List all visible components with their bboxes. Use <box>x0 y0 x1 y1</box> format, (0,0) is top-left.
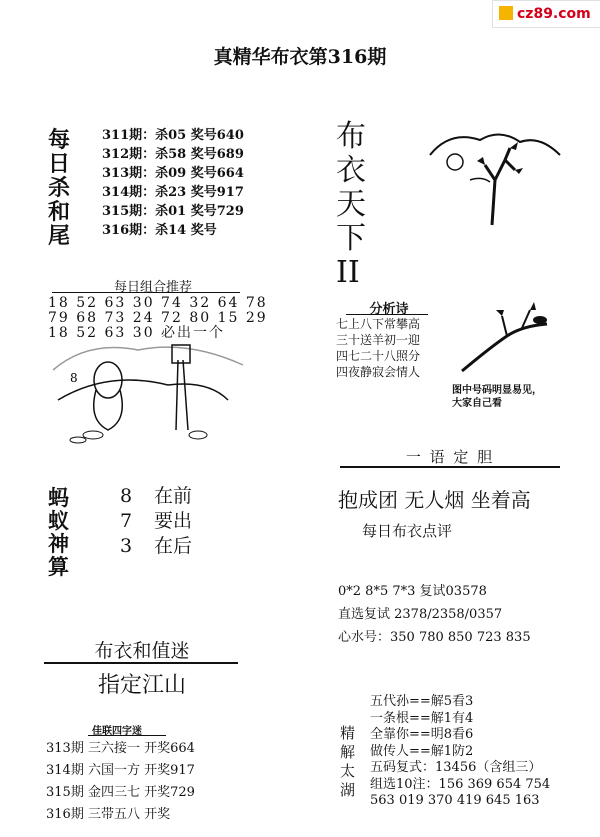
list-item: 七上八下常攀高 <box>336 317 421 331</box>
yiyu-divider <box>340 466 560 468</box>
list-item: 五代孙==解5看3 <box>370 694 474 709</box>
picks-line3: 心水号：350 780 850 723 835 <box>338 630 531 645</box>
site-watermark <box>492 0 600 28</box>
kill-tail-label-char: 日 <box>48 151 71 177</box>
buyi-label-char: II <box>336 255 360 290</box>
mayi-text: 在后 <box>154 535 193 557</box>
list-item <box>120 484 192 509</box>
poem-note <box>452 384 542 410</box>
list-item: 四七二十八照分 <box>336 349 421 363</box>
list-item: 316期：杀14 奖号 <box>102 223 217 238</box>
mayi-label <box>48 486 76 578</box>
list-item: 组选10注：156 369 654 754 <box>370 776 551 792</box>
zhiding-main: 指定江山 <box>97 673 186 698</box>
combo-numbers <box>48 296 268 341</box>
zhiding-title: 布衣和值迷 <box>94 640 190 662</box>
poem-title: 分析诗 <box>369 302 409 317</box>
logo-icon <box>499 6 513 20</box>
list-item: 315期：杀01 奖号729 <box>102 204 244 219</box>
list-item: 563 019 370 419 645 163 <box>370 793 540 808</box>
list-item: 313期：杀09 奖号664 <box>102 166 244 181</box>
list-item <box>120 509 192 534</box>
kill-tail-list <box>102 126 244 240</box>
jiexi-label-char: 精 <box>340 724 356 742</box>
list-item: 314期：杀23 奖号917 <box>102 185 244 200</box>
jiexi-label-char: 湖 <box>340 781 356 799</box>
list-item: 316期 三带五八 开奖 <box>46 807 171 822</box>
list-item: 312期：杀58 奖号689 <box>102 147 244 162</box>
mayi-num: 7 <box>120 510 133 532</box>
kill-tail-label-char: 每 <box>48 127 71 153</box>
watermark-text: cz89.com <box>517 6 591 22</box>
kill-tail-label <box>48 128 76 248</box>
list-item: 五码复式：13456（含组三） <box>370 760 542 775</box>
list-item: 大家自己看 <box>452 398 502 409</box>
kill-tail-label-char: 尾 <box>48 223 71 249</box>
buyi-label-char: 衣 <box>336 153 366 188</box>
poem-divider <box>346 314 428 315</box>
jiapo-divider <box>88 735 166 736</box>
list-item: 三十送羊初一迎 <box>336 333 421 347</box>
buyi-label <box>336 120 372 290</box>
jiapo-list <box>46 738 195 826</box>
mayi-text: 要出 <box>154 510 193 532</box>
list-item: 一条根==解1有4 <box>370 710 474 726</box>
list-item: 全靠你==明8看6 <box>370 727 474 742</box>
jiexi-label <box>340 724 360 800</box>
combo-title: 每日组合推荐 <box>113 280 192 295</box>
list-item: 做传人==解1防2 <box>370 743 474 759</box>
jiexi-lines <box>370 694 550 810</box>
zhiding-divider <box>44 662 238 664</box>
mayi-label-char: 算 <box>48 554 69 579</box>
mayi-list <box>120 484 192 559</box>
list-item: 315期 金四三七 开奖729 <box>46 785 195 800</box>
kill-tail-label-char: 和 <box>48 199 71 225</box>
poem-lines <box>336 316 420 380</box>
buyi-label-char: 下 <box>336 221 366 256</box>
mayi-num: 3 <box>120 535 133 557</box>
mayi-num: 8 <box>120 485 133 507</box>
kill-tail-label-char: 杀 <box>48 175 71 201</box>
combo-divider <box>52 292 240 293</box>
jiexi-label-char: 解 <box>340 743 356 761</box>
list-item: 79 68 73 24 72 80 15 29 <box>48 310 268 326</box>
yiyu-sub: 每日布衣点评 <box>362 522 453 540</box>
list-item <box>120 534 192 559</box>
mayi-label-char: 蚂 <box>48 485 69 510</box>
bird-branch-illustration <box>452 296 562 376</box>
picks-line2: 直选复试 2378/2358/0357 <box>338 607 503 622</box>
list-item: 311期：杀05 奖号640 <box>102 128 244 143</box>
mayi-label-char: 蚁 <box>48 508 69 533</box>
list-item: 四夜静寂会情人 <box>336 365 421 379</box>
list-item: 18 52 63 30 74 32 64 78 <box>48 295 268 311</box>
list-item: 314期 六国一方 开奖917 <box>46 763 195 778</box>
jiapo-title: 佳联四字迷 <box>92 726 142 737</box>
svg-text:8: 8 <box>70 371 78 385</box>
page-title: 真精华布衣第316期 <box>213 46 387 68</box>
picks-line1: 0*2 8*5 7*3 复试03578 <box>338 584 487 599</box>
buyi-label-char: 天 <box>336 187 366 222</box>
list-item: 图中号码明显易见， <box>452 385 542 396</box>
mayi-label-char: 神 <box>48 531 69 556</box>
mayi-text: 在前 <box>154 485 193 507</box>
jiexi-label-char: 太 <box>340 762 356 780</box>
list-item: 18 52 63 30 必出一个 <box>48 325 226 341</box>
yiyu-title: 一 语 定 胆 <box>405 448 495 466</box>
tree-illustration <box>410 120 570 230</box>
sleeping-figure-illustration <box>48 340 248 450</box>
yiyu-main: 抱成团 无人烟 坐着高 <box>338 488 531 512</box>
buyi-label-char: 布 <box>336 119 366 154</box>
list-item: 313期 三六接一 开奖664 <box>46 741 195 756</box>
